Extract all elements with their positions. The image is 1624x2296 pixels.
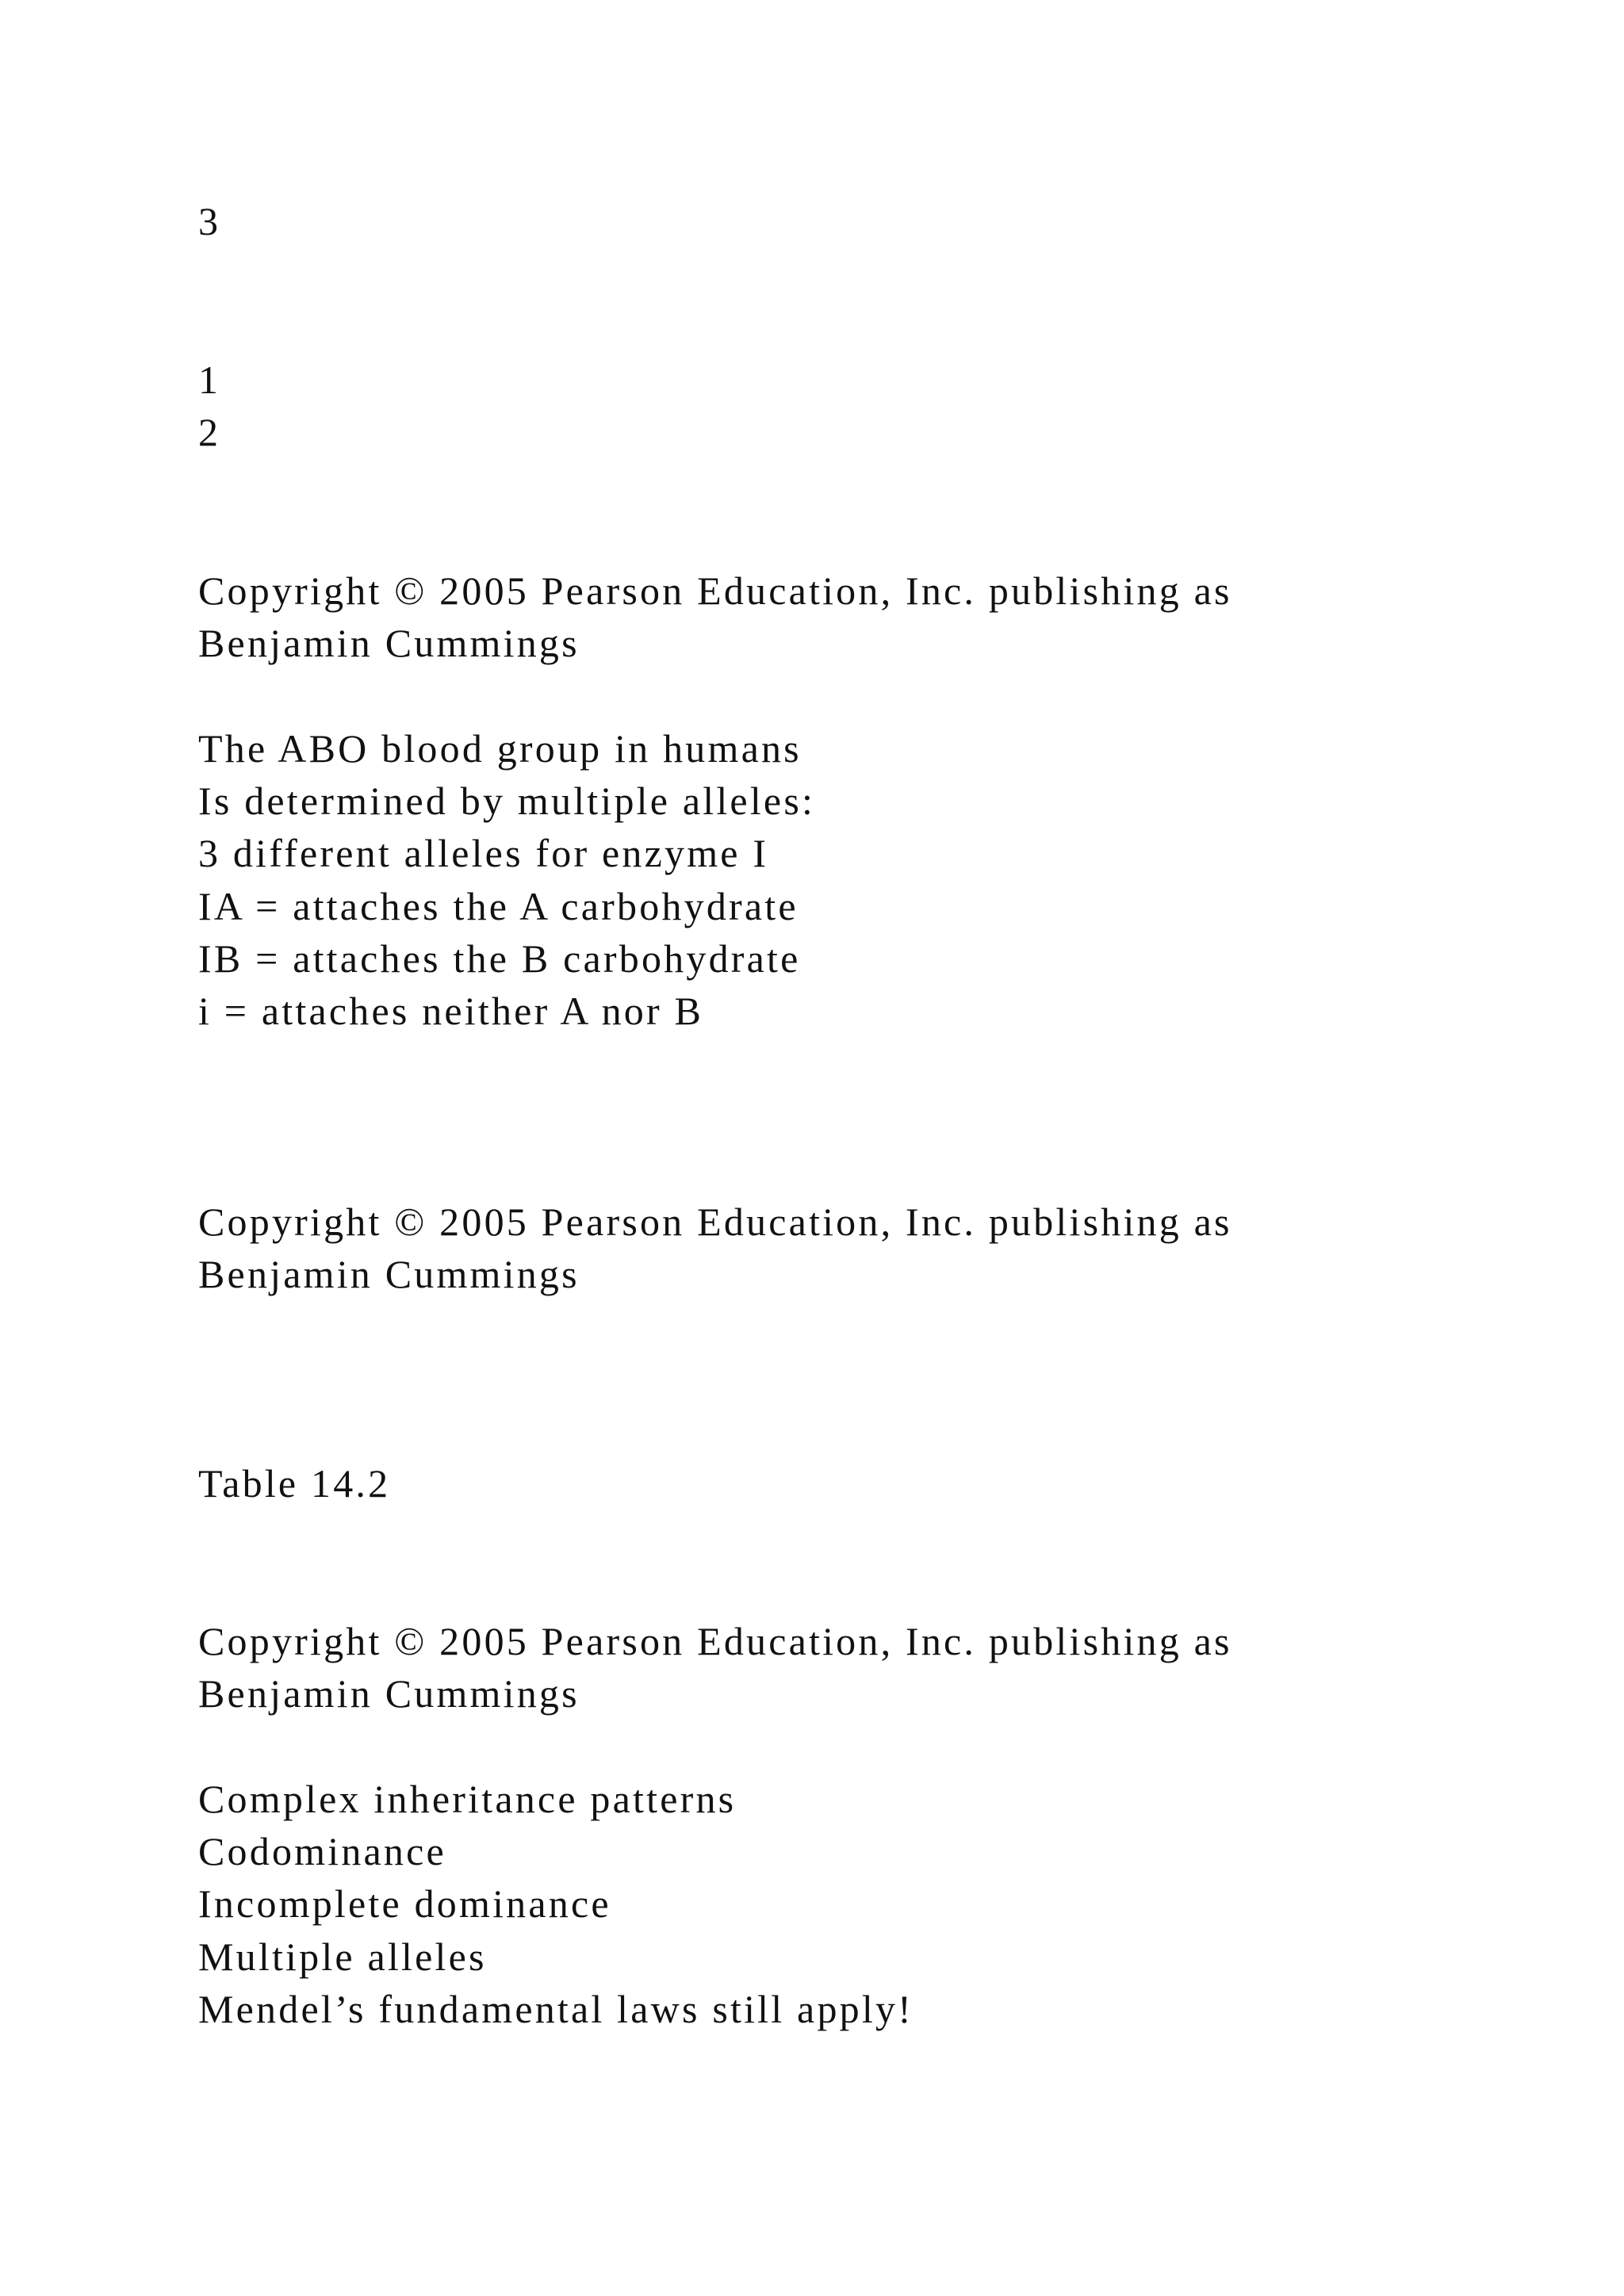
inheritance-line: Multiple alleles <box>198 1934 487 1979</box>
abo-line: 3 different alleles for enzyme I <box>198 831 769 875</box>
page-number: 1 <box>198 358 221 402</box>
page-number: 3 <box>198 199 221 243</box>
copyright-line: Copyright © 2005 Pearson Education, Inc. publishing as <box>198 568 1232 613</box>
copyright-line: Benjamin Cummings <box>198 1671 580 1716</box>
page-number: 2 <box>198 410 221 454</box>
copyright-line: Copyright © 2005 Pearson Education, Inc. publishing as <box>198 1619 1232 1663</box>
inheritance-line: Mendel’s fundamental laws still apply! <box>198 1987 914 2031</box>
abo-line: Is determined by multiple alleles: <box>198 779 816 823</box>
copyright-line: Benjamin Cummings <box>198 1252 580 1296</box>
abo-line: IB = attaches the B carbohydrate <box>198 936 801 981</box>
copyright-line: Benjamin Cummings <box>198 621 580 665</box>
abo-heading: The ABO blood group in humans <box>198 726 802 771</box>
abo-line: IA = attaches the A carbohydrate <box>198 884 799 928</box>
abo-line: i = attaches neither A nor B <box>198 989 704 1033</box>
inheritance-heading: Complex inheritance patterns <box>198 1777 737 1821</box>
copyright-line: Copyright © 2005 Pearson Education, Inc. publishing as <box>198 1200 1232 1244</box>
table-caption: Table 14.2 <box>198 1461 391 1506</box>
inheritance-line: Codominance <box>198 1829 446 1873</box>
inheritance-line: Incomplete dominance <box>198 1881 611 1926</box>
